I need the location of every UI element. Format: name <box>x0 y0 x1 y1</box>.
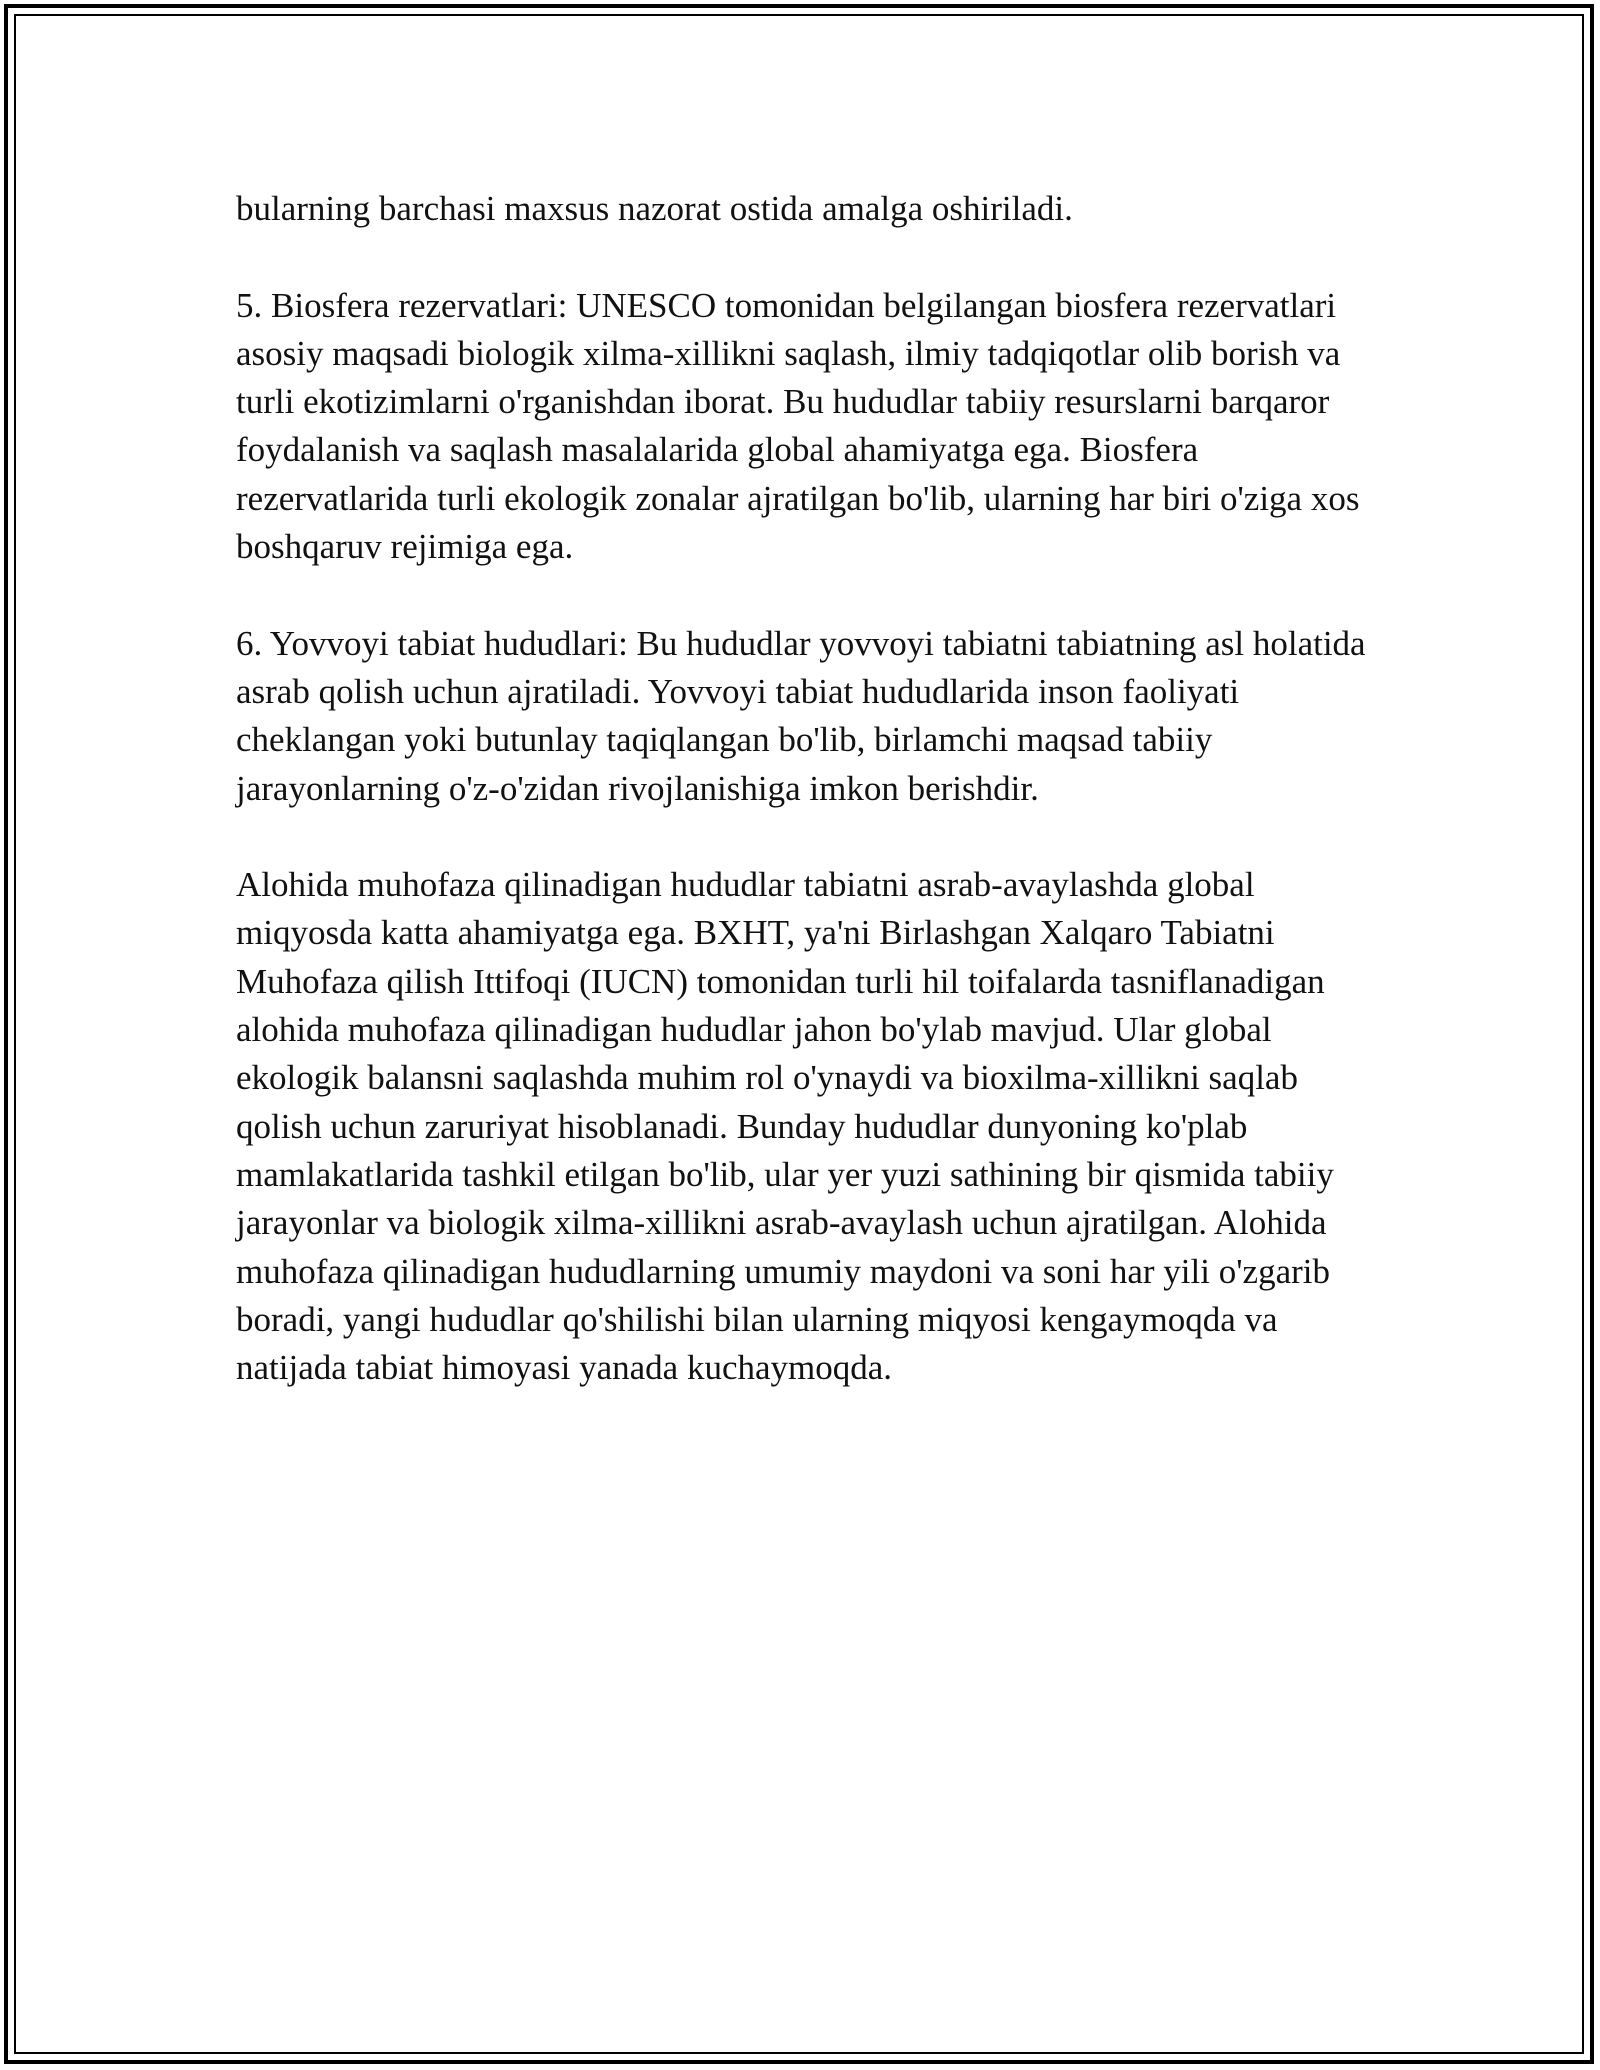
paragraph-wilderness-areas: 6. Yovvoyi tabiat hududlari: Bu hududlar yovvoyi tabiatni tabiatning asl holatida asrab qolish uchun ajratiladi. Yovvoyi tabiat hududlarida inson faoliyati cheklangan yoki butunlay taqiqlangan bo'lib, birlamchi maqsad tabiiy jarayonlarning o'z-o'zidan rivojlanishiga imkon berishdir. <box>236 623 1366 808</box>
document-body <box>236 185 1366 1392</box>
paragraph-biosphere-reserves: 5. Biosfera rezervatlari: UNESCO tomonidan belgilangan biosfera rezervatlari asosiy maqsadi biologik xilma-xillikni saqlash, ilmiy tadqiqotlar olib borish va turli ekotizimlarni o'rganishdan iborat. Bu hududlar tabiiy resurslarni barqaror foydalanish va saqlash masalalarida global ahamiyatga ega. Biosfera rezervatlarida turli ekologik zonalar ajratilgan bo'lib, ularning har biri o'ziga xos boshqaruv rejimiga ega. <box>236 285 1360 567</box>
paragraph-continuation: bularning barchasi maxsus nazorat ostida amalga oshiriladi. <box>236 189 1073 228</box>
paragraph-protected-areas-summary: Alohida muhofaza qilinadigan hududlar tabiatni asrab-avaylashda global miqyosda katta ahamiyatga ega. BXHT, ya'ni Birlashgan Xalqaro Tabiatni Muhofaza qilish Ittifoqi (IUCN) tomonidan turli hil toifalarda tasniflanadigan alohida muhofaza qilinadigan hududlar jahon bo'ylab mavjud. Ular global ekologik balansni saqlashda muhim rol o'ynaydi va bioxilma-xillikni saqlab qolish uchun zaruriyat hisoblanadi. Bunday hududlar dunyoning ko'plab mamlakatlarida tashkil etilgan bo'lib, ular yer yuzi sathining bir qismida tabiiy jarayonlar va biologik xilma-xillikni asrab-avaylash uchun ajratilgan. Alohida muhofaza qilinadigan hududlarning umumiy maydoni va soni har yili o'zgarib boradi, yangi hududlar qo'shilishi bilan ularning miqyosi kengaymoqda va natijada tabiat himoyasi yanada kuchaymoqda. <box>236 865 1334 1388</box>
